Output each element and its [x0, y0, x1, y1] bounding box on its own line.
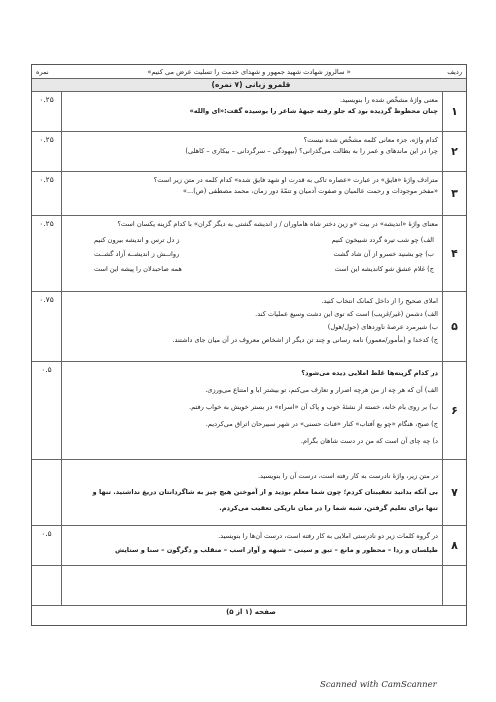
question-line: در کدام گزینه‌ها غلط املایی دیده می‌شود؟ — [301, 369, 438, 377]
question-line: چنان محظوظ گردیده بود که جلو رفته جبههٔ شاعر را بوسیده گفت:«ای والله» — [189, 106, 438, 115]
question-number: ۱ — [442, 92, 466, 131]
question-score: ۰.۲۵ — [32, 132, 62, 171]
question-row — [32, 526, 466, 566]
verse-first-half: ج) غلام عشق شو کاندیشه این است — [334, 264, 434, 273]
verse-first-half: ب) چو بشنید خسرو از آن شاد گشت — [333, 250, 434, 259]
question-score: ۰.۲۵ — [32, 216, 62, 291]
question-line: مترادف واژهٔ «فایق» در عبارت «عصاره تاکی به قدرت او شهد فایق شده» کدام کلمه در متن زیر است؟ — [153, 176, 438, 184]
question-line: ب) شیرمرد عرصهٔ ناوردهای (حول/هول) — [327, 323, 438, 331]
question-row — [32, 172, 466, 216]
verse-second-half: ز دل ترس و اندیشه بیرون کنیم — [94, 235, 180, 244]
question-row — [32, 132, 466, 172]
question-text — [64, 295, 438, 359]
verse-first-half: الف) چو شب تیره گردد شبیخون کنیم — [331, 235, 434, 244]
question-text — [64, 365, 438, 457]
blank-score-cell — [32, 566, 62, 605]
question-line: معنی واژهٔ مشخّص شده را بنویسید. — [339, 96, 438, 104]
question-number: ۸ — [442, 526, 466, 565]
question-number: ۷ — [442, 460, 466, 525]
question-row — [32, 92, 466, 132]
row-label: ردیف — [447, 68, 462, 76]
question-score: ۰.۷۵ — [32, 292, 62, 361]
question-score: ۰.۲۵ — [32, 172, 62, 215]
question-row — [32, 292, 466, 362]
exam-sheet — [31, 64, 467, 626]
question-score — [32, 460, 62, 525]
score-label: نمره — [36, 68, 49, 76]
question-line: د) چه چای آن است که من در دست شاهان بگرام. — [300, 437, 438, 445]
question-text — [64, 135, 438, 169]
question-row — [32, 216, 466, 292]
question-line: تنها برای تعلیم گرفتن، شبه شما را در میان تاریکی تعقیب می‌کردم. — [219, 504, 438, 512]
footer-row — [32, 606, 466, 625]
question-number: ۲ — [442, 132, 466, 171]
question-line: املای صحیح را از داخل کمانک انتخاب کنید. — [321, 297, 438, 305]
verse-pair — [64, 249, 438, 260]
question-row — [32, 362, 466, 460]
header-title: « سالروز شهادت شهید جمهور و شهدای خدمت را تسلیت عرض می کنیم» — [147, 68, 351, 76]
question-number: ۶ — [442, 362, 466, 459]
blank-number-cell — [442, 566, 466, 605]
question-line: در گروه کلمات زیر دو نادرستی املایی به کار رفته است، درست آن‌ها را بنویسید. — [218, 532, 438, 540]
question-line: ج) کدخدا و (مأمور/معمور) نامه رسانی و چند تن دیگر از اشخاص معروف در آن میان جای داشتند. — [172, 336, 438, 344]
question-number: ۴ — [442, 216, 466, 291]
question-line: چرا در این ماندهای و عمر را به بطالت می‌گذرانی؟ (بیهودگی – سرگردانی – بیکاری – کاهلی) — [185, 146, 438, 155]
verse-second-half: روانــش ز اندیشــه آزاد گشــت — [94, 250, 180, 259]
question-text — [64, 529, 438, 563]
question-line: الف) دشمن (غیر/غریب) است که توی این دشت وسیع عملیات کند. — [255, 310, 438, 318]
question-score: ۰.۲۵ — [32, 92, 62, 131]
question-text — [64, 175, 438, 213]
verse-pair — [64, 235, 438, 246]
question-text — [64, 95, 438, 129]
question-text — [64, 219, 438, 289]
question-number: ۵ — [442, 292, 466, 361]
question-score: ۰.۵ — [32, 362, 62, 459]
question-line: کدام واژه، جزء معانی کلمه مشخّص شده نیست؟ — [303, 136, 438, 144]
question-score: ۰.۵ — [32, 526, 62, 565]
section-title: قلمرو زبانی (۷ نمره) — [211, 80, 291, 89]
question-line: الف) آن که هر چه از من هرچه اصرار و تعارف می‌کنم، تو بیشتر ابا و امتناع می‌ورزی. — [205, 386, 438, 394]
scanner-watermark: Scanned with CamScanner — [320, 680, 437, 690]
section-title-row — [32, 79, 466, 92]
question-row — [32, 460, 466, 526]
question-line: «مفخر موجودات و رحمت عالمیان و صفوت آدمیان و تتمّهٔ دور زمان، محمد مصطفی (ص)...» — [182, 186, 438, 195]
verse-pair — [64, 264, 438, 275]
page-number: صفحه (۱ از ۵) — [226, 608, 276, 616]
verse-second-half: همه صاحبدلان را پیشه این است — [94, 264, 182, 273]
question-line: ب) بر روی بام خانه، خسته از نشئهٔ خوب و پاک آن «اسراء» در بستر خویش به خواب رفتم. — [189, 403, 438, 411]
blank-row — [32, 566, 466, 606]
question-line: طیلسان و ردا – محظور و مانع – تبق و سینی – شبهه و آواز اسب – منقلب و دگرگون – سنا و ستایش — [115, 546, 438, 554]
question-number: ۳ — [442, 172, 466, 215]
question-line: معنای واژهٔ «اندیشه» در بیت «و زین دختر شاه هاماوران / ز اندیشه گشتی به دیگر گران» با کدام گزینه یکسان است؟ — [117, 220, 438, 228]
header-row — [32, 65, 466, 79]
question-line: بی آنکه بدانید تعقیبتان کردم؛ چون شما معلم بودید و از آموختن هیچ چیز به شاگردانتان دریغ نداشتید. تنها و — [92, 488, 438, 496]
question-text — [64, 468, 438, 523]
question-line: در متن زیر، واژهٔ نادرست به کار رفته است، درست آن را بنویسید. — [257, 472, 438, 480]
question-line: ج) صبح، هنگام «چو بع آفتاب» کنار «فنات حسنی» در شهر سبیرحان اتراق می‌کردیم. — [205, 420, 438, 428]
